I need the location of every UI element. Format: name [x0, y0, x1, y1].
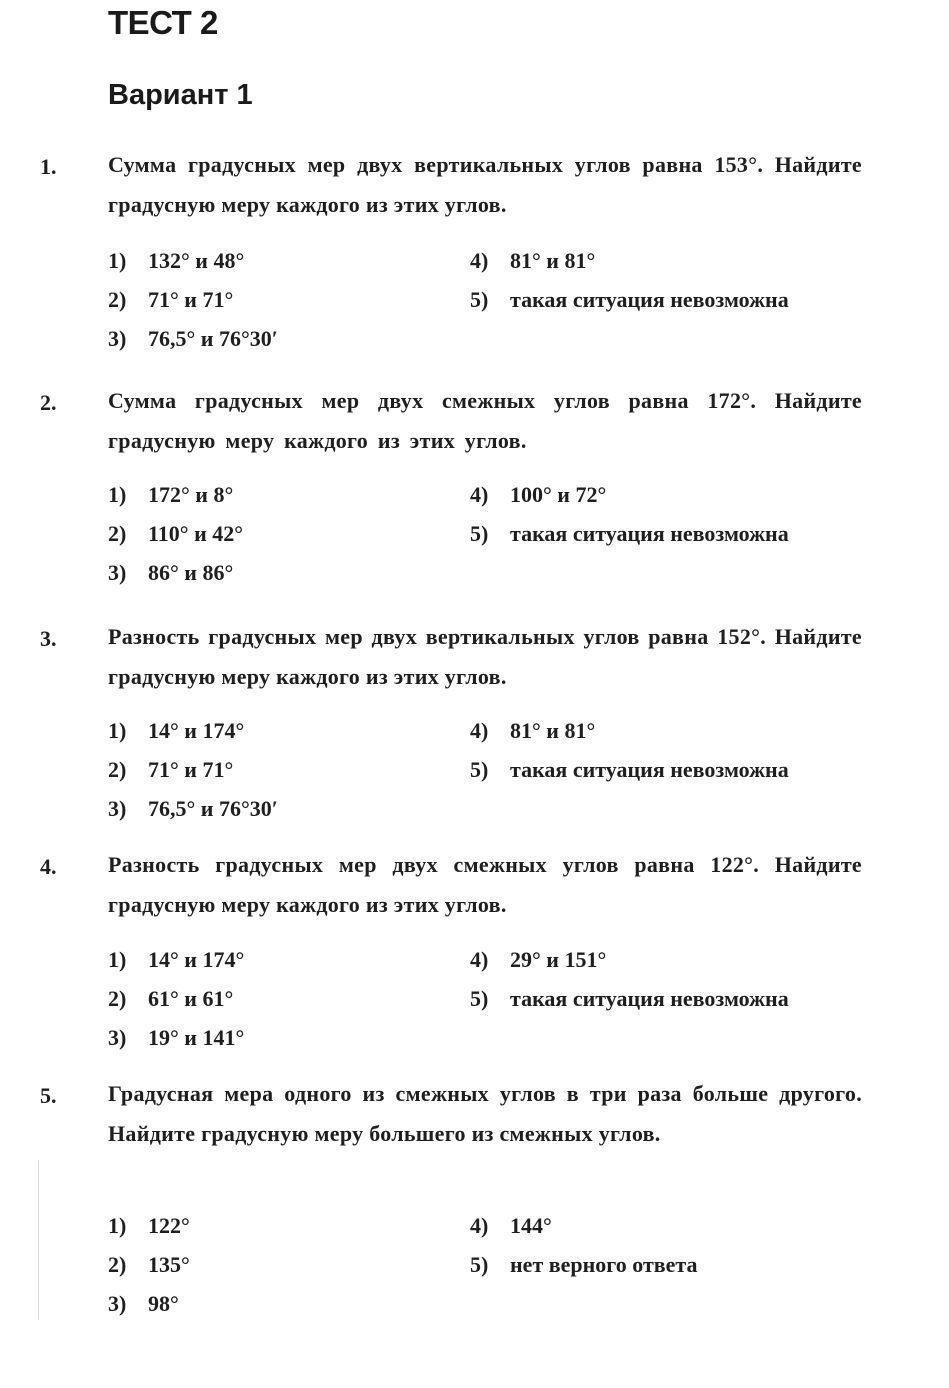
- answer-option-1[interactable]: [108, 248, 244, 274]
- answer-option-1[interactable]: [108, 482, 233, 508]
- option-number: 4): [470, 248, 489, 273]
- option-text: 100° и 72°: [510, 482, 607, 507]
- option-text: 76,5° и 76°30′: [148, 326, 278, 351]
- answer-option-4[interactable]: [470, 248, 595, 274]
- answer-option-5[interactable]: [470, 757, 789, 783]
- question-text: Разность градусных мер двух вертикальных углов равна 152°. Найдите градусную меру каждого из этих углов.: [108, 624, 862, 689]
- answer-option-2[interactable]: [108, 757, 233, 783]
- option-number: 3): [108, 1291, 127, 1316]
- answer-option-4[interactable]: [470, 1213, 552, 1239]
- question-number: 1.: [40, 154, 57, 179]
- option-number: 2): [108, 986, 127, 1011]
- option-text: 14° и 174°: [148, 947, 245, 972]
- answer-option-5[interactable]: [470, 287, 789, 313]
- scan-margin-line: [38, 1160, 39, 1320]
- answer-option-2[interactable]: [108, 986, 233, 1012]
- option-number: 4): [470, 1213, 489, 1238]
- option-text: 122°: [148, 1213, 190, 1238]
- answer-option-4[interactable]: [470, 718, 595, 744]
- answer-option-5[interactable]: [470, 986, 789, 1012]
- answer-option-3[interactable]: [108, 560, 233, 586]
- option-number: 2): [108, 521, 127, 546]
- option-number: 2): [108, 287, 127, 312]
- answer-option-1[interactable]: [108, 947, 244, 973]
- option-number: 5): [470, 1252, 489, 1277]
- option-text: такая ситуация невозможна: [510, 757, 789, 782]
- question-number: 3.: [40, 626, 57, 651]
- option-number: 4): [470, 718, 489, 743]
- answer-option-5[interactable]: [470, 521, 789, 547]
- option-text: нет верного ответа: [510, 1252, 698, 1277]
- option-number: 2): [108, 1252, 127, 1277]
- answer-option-1[interactable]: [108, 1213, 190, 1239]
- question-number: 4.: [40, 854, 57, 879]
- option-text: 86° и 86°: [148, 560, 234, 585]
- option-text: 71° и 71°: [148, 757, 234, 782]
- question-text: Градусная мера одного из смежных углов в три раза больше другого. Найдите градусную меру большего из смежных углов.: [108, 1081, 862, 1146]
- option-text: 132° и 48°: [148, 248, 245, 273]
- option-text: 19° и 141°: [148, 1025, 245, 1050]
- option-number: 4): [470, 482, 489, 507]
- option-number: 3): [108, 560, 127, 585]
- question-text: Сумма градусных мер двух смежных углов равна 172°. Найдите градусную меру каждого из этих углов.: [108, 388, 862, 453]
- option-number: 5): [470, 757, 489, 782]
- answer-option-4[interactable]: [470, 482, 606, 508]
- option-text: 29° и 151°: [510, 947, 607, 972]
- option-text: 81° и 81°: [510, 248, 596, 273]
- option-number: 3): [108, 796, 127, 821]
- option-number: 5): [470, 521, 489, 546]
- option-number: 5): [470, 287, 489, 312]
- option-text: 76,5° и 76°30′: [148, 796, 278, 821]
- option-text: 144°: [510, 1213, 552, 1238]
- option-number: 1): [108, 947, 127, 972]
- option-text: 135°: [148, 1252, 190, 1277]
- question-number: 2.: [40, 390, 57, 415]
- option-text: 172° и 8°: [148, 482, 234, 507]
- option-text: 61° и 61°: [148, 986, 234, 1011]
- option-number: 3): [108, 1025, 127, 1050]
- option-number: 1): [108, 718, 127, 743]
- answer-option-5[interactable]: [470, 1252, 697, 1278]
- test-title: ТЕСТ 2: [108, 4, 218, 41]
- answer-option-3[interactable]: [108, 796, 278, 822]
- answer-option-3[interactable]: [108, 1291, 179, 1317]
- option-number: 1): [108, 248, 127, 273]
- answer-option-3[interactable]: [108, 1025, 244, 1051]
- option-number: 5): [470, 986, 489, 1011]
- option-text: такая ситуация невозможна: [510, 521, 789, 546]
- option-number: 2): [108, 757, 127, 782]
- answer-option-3[interactable]: [108, 326, 278, 352]
- question-number: 5.: [40, 1083, 57, 1108]
- question-text: Сумма градусных мер двух вертикальных углов равна 153°. Найдите градусную меру каждого из этих углов.: [108, 152, 862, 217]
- option-number: 1): [108, 1213, 127, 1238]
- answer-option-2[interactable]: [108, 287, 233, 313]
- question-text: Разность градусных мер двух смежных углов равна 122°. Найдите градусную меру каждого из этих углов.: [108, 852, 862, 917]
- option-text: 98°: [148, 1291, 179, 1316]
- answer-option-4[interactable]: [470, 947, 606, 973]
- option-text: 71° и 71°: [148, 287, 234, 312]
- answer-option-2[interactable]: [108, 1252, 190, 1278]
- option-number: 3): [108, 326, 127, 351]
- answer-option-2[interactable]: [108, 521, 243, 547]
- answer-option-1[interactable]: [108, 718, 244, 744]
- option-text: 110° и 42°: [148, 521, 244, 546]
- variant-title: Вариант 1: [108, 79, 253, 111]
- option-number: 1): [108, 482, 127, 507]
- option-text: такая ситуация невозможна: [510, 287, 789, 312]
- option-text: такая ситуация невозможна: [510, 986, 789, 1011]
- option-number: 4): [470, 947, 489, 972]
- option-text: 14° и 174°: [148, 718, 245, 743]
- option-text: 81° и 81°: [510, 718, 596, 743]
